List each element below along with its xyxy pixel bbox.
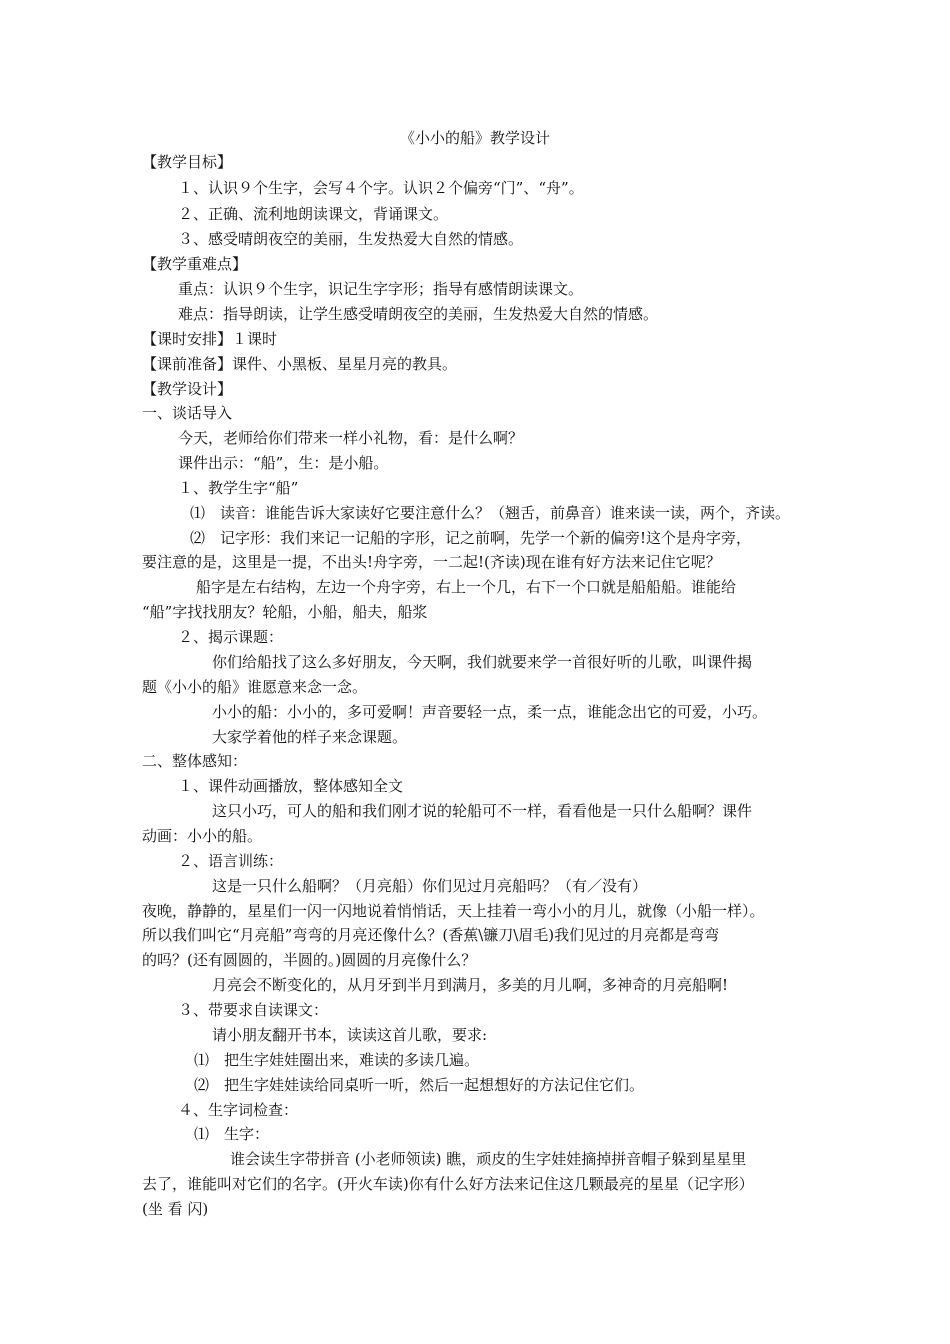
paragraph-line: 请小朋友翻开书本，读读这首儿歌，要求: [212, 1026, 488, 1044]
paragraph-line: 去了，谁能叫对它们的名字。(开火车读)你有什么好方法来记住这几颗最亮的星星（记字形） [142, 1175, 754, 1193]
difficult-point-text: 难点：指导朗读，让学生感受晴朗夜空的美丽，生发热爱大自然的情感。 [178, 305, 659, 323]
paragraph-line: 的吗？(还有圆圆的，半圆的。)圆圆的月亮像什么？ [142, 951, 477, 969]
paragraph-line: 你们给船找了这么多好朋友，今天啊，我们就要来学一首很好听的儿歌，叫课件揭 [212, 653, 753, 671]
list-item: ⑵ 记字形：我们来记一记船的字形，记之前啊，先学一个新的偏旁!这个是舟字旁， [190, 529, 752, 547]
key-point-text: 重点：认识９个生字，识记生字字形；指导有感情朗读课文。 [178, 280, 584, 298]
paragraph-line: 动画：小小的船。 [142, 827, 263, 845]
list-item: ⑴ 把生字娃娃圈出来，难读的多读几遍。 [194, 1051, 480, 1069]
subsection-heading: ４、生字词检查： [178, 1101, 299, 1119]
paragraph-line: 月亮会不断变化的，从月牙到半月到满月，多美的月儿啊，多神奇的月亮船啊! [212, 976, 729, 994]
section-heading-1: 一、谈话导入 [142, 404, 233, 422]
paragraph-line: 课件出示：“船”，生：是小船。 [178, 454, 389, 472]
goal-item-1: １、认识９个生字，会写４个字。认识２个偏旁“门”、“舟”。 [178, 179, 584, 197]
paragraph-line: 所以我们叫它“月亮船”弯弯的月亮还像什么？(香蕉\镰刀\眉毛)我们见过的月亮都是弯弯 [142, 926, 720, 944]
list-item: ⑴ 读音：谁能告诉大家读好它要注意什么？（翘舌，前鼻音）谁来读一读，两个，齐读。 [190, 504, 791, 522]
subsection-heading: １、教学生字“船” [178, 479, 299, 497]
subsection-heading: １、课件动画播放，整体感知全文 [178, 777, 404, 795]
paragraph-line: 大家学着他的样子来念课题。 [212, 728, 408, 746]
subsection-heading: ３、带要求自读课文： [178, 1001, 329, 1019]
heading-teaching-goals: 【教学目标】 [142, 153, 233, 171]
paragraph-line: 要注意的是，这里是一提，不出头!舟字旁，一二起!(齐读)现在谁有好方法来记住它呢？ [142, 553, 721, 571]
paragraph-line: 今天，老师给你们带来一样小礼物，看：是什么啊？ [178, 429, 524, 447]
paragraph-line: 谁会读生字带拼音 (小老师领读) 瞧，顽皮的生字娃娃摘掉拼音帽子躲到星星里 [230, 1150, 747, 1168]
paragraph-line: 夜晚，静静的，星星们一闪一闪地说着悄悄话，天上挂着一弯小小的月儿，就像（小船一样）。 [142, 902, 765, 920]
paragraph-line: 题《小小的船》谁愿意来念一念。 [142, 678, 368, 696]
document-title: 《小小的船》教学设计 [399, 129, 550, 147]
paragraph-line: (坐 看 闪) [142, 1200, 209, 1218]
subsection-heading: ２、揭示课题： [178, 628, 284, 646]
goal-item-2: ２、正确、流利地朗读课文，背诵课文。 [178, 205, 449, 223]
heading-key-points: 【教学重难点】 [142, 255, 248, 273]
paragraph-line: 船字是左右结构，左边一个舟字旁，右上一个几，右下一个口就是船船船。谁能给 [196, 578, 737, 596]
list-item: ⑵ 把生字娃娃读给同桌听一听，然后一起想想好的方法记住它们。 [194, 1076, 645, 1094]
paragraph-line: “船”字找找朋友？轮船，小船，船夫，船浆 [142, 603, 428, 621]
paragraph-line: 这只小巧，可人的船和我们刚才说的轮船可不一样，看看他是一只什么船啊？课件 [212, 802, 753, 820]
goal-item-3: ３、感受晴朗夜空的美丽，生发热爱大自然的情感。 [178, 230, 524, 248]
paragraph-line: 小小的船：小小的，多可爱啊！声音要轻一点，柔一点，谁能念出它的可爱，小巧。 [212, 703, 768, 721]
list-item: ⑴ 生字： [194, 1125, 270, 1143]
heading-preparation: 【课前准备】课件、小黑板、星星月亮的教具。 [142, 355, 458, 373]
paragraph-line: 这是一只什么船啊？（月亮船）你们见过月亮船吗？（有／没有） [212, 877, 648, 895]
section-heading-2: 二、整体感知： [142, 752, 248, 770]
heading-schedule: 【课时安排】１课时 [142, 330, 278, 348]
heading-teaching-design: 【教学设计】 [142, 380, 233, 398]
subsection-heading: ２、语言训练： [178, 852, 284, 870]
